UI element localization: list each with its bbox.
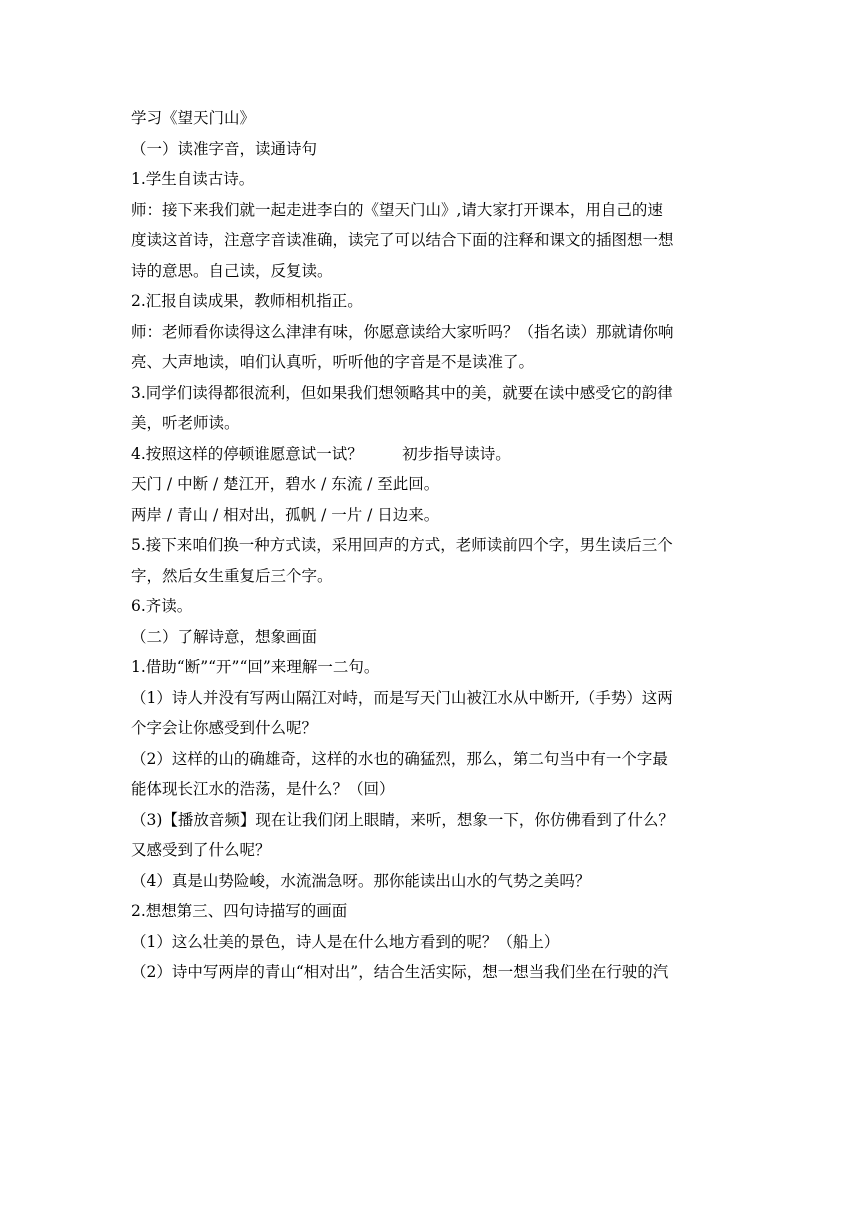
text-line: 2.汇报自读成果，教师相机指正。 bbox=[131, 292, 363, 310]
text-line: 个字会让你感受到什么呢？ bbox=[131, 719, 318, 737]
document-title: 学习《望天门山》 bbox=[131, 109, 256, 127]
text-line: 度读这首诗，注意字音读准确，读完了可以结合下面的注释和课文的插图想一想 bbox=[131, 231, 674, 249]
text-line: 亮、大声地读，咱们认真听，听听他的字音是不是读准了。 bbox=[131, 353, 535, 371]
paragraph bbox=[131, 896, 731, 927]
text-line: 又感受到了什么呢？ bbox=[131, 841, 271, 859]
text-line: 两岸 / 青山 / 相对出，孤帆 / 一片 / 日边来。 bbox=[131, 505, 440, 524]
text-line: 6.齐读。 bbox=[131, 597, 193, 615]
paragraph bbox=[131, 744, 731, 805]
text-line: 3.同学们读得都很流利，但如果我们想领略其中的美，就要在读中感受它的韵律 bbox=[131, 383, 673, 402]
text-line: （2）这样的山的确雄奇，这样的水也的确猛烈，那么，第二句当中有一个字最 bbox=[131, 749, 668, 768]
text-line: （一）读准字音，读通诗句 bbox=[131, 139, 318, 158]
text-line: 4.按照这样的停顿谁愿意试一试？ 初步指导读诗。 bbox=[131, 444, 511, 463]
text-line: 天门 / 中断 / 楚江开，碧水 / 东流 / 至此回。 bbox=[131, 475, 440, 493]
paragraph bbox=[131, 500, 731, 531]
text-line: 5.接下来咱们换一种方式读，采用回声的方式，老师读前四个字，男生读后三个 bbox=[131, 536, 673, 554]
paragraph bbox=[131, 378, 731, 439]
document-body bbox=[131, 134, 731, 988]
paragraph bbox=[131, 591, 731, 622]
paragraph bbox=[131, 469, 731, 500]
paragraph bbox=[131, 134, 731, 165]
paragraph bbox=[131, 530, 731, 591]
text-line: 字，然后女生重复后三个字。 bbox=[131, 566, 333, 585]
paragraph bbox=[131, 195, 731, 287]
paragraph bbox=[131, 622, 731, 653]
text-line: （二）了解诗意，想象画面 bbox=[131, 627, 318, 646]
document-page bbox=[131, 103, 731, 988]
paragraph bbox=[131, 164, 731, 195]
text-line: 师：接下来我们就一起走进李白的《望天门山》,请大家打开课本，用自己的速 bbox=[131, 200, 663, 219]
text-line: 能体现长江水的浩荡，是什么？（回） bbox=[131, 780, 395, 798]
text-line: （4）真是山势险峻，水流湍急呀。那你能读出山水的气势之美吗？ bbox=[131, 871, 591, 890]
paragraph bbox=[131, 957, 731, 988]
text-line: 1.学生自读古诗。 bbox=[131, 170, 255, 188]
text-line: 诗的意思。自己读，反复读。 bbox=[131, 261, 333, 280]
paragraph bbox=[131, 286, 731, 317]
paragraph bbox=[131, 927, 731, 958]
paragraph bbox=[131, 683, 731, 744]
paragraph bbox=[131, 805, 731, 866]
paragraph bbox=[131, 652, 731, 683]
text-line: （1）这么壮美的景色，诗人是在什么地方看到的呢？（船上） bbox=[131, 932, 560, 951]
paragraph bbox=[131, 439, 731, 470]
paragraph bbox=[131, 866, 731, 897]
text-line: 1.借助“断”“开”“回”来理解一二句。 bbox=[131, 658, 380, 676]
text-line: （3)【播放音频】现在让我们闭上眼睛，来听，想象一下，你仿佛看到了什么？ bbox=[131, 810, 674, 829]
text-line: 2.想想第三、四句诗描写的画面 bbox=[131, 902, 348, 920]
text-line: 师：老师看你读得这么津津有味，你愿意读给大家听吗？（指名读）那就请你响 bbox=[131, 322, 674, 341]
text-line: （1）诗人并没有写两山隔江对峙，而是写天门山被江水从中断开,（手势）这两 bbox=[131, 688, 673, 707]
paragraph bbox=[131, 317, 731, 378]
text-line: （2）诗中写两岸的青山“相对出”，结合生活实际，想一想当我们坐在行驶的汽 bbox=[131, 963, 669, 981]
text-line: 美，听老师读。 bbox=[131, 414, 240, 432]
